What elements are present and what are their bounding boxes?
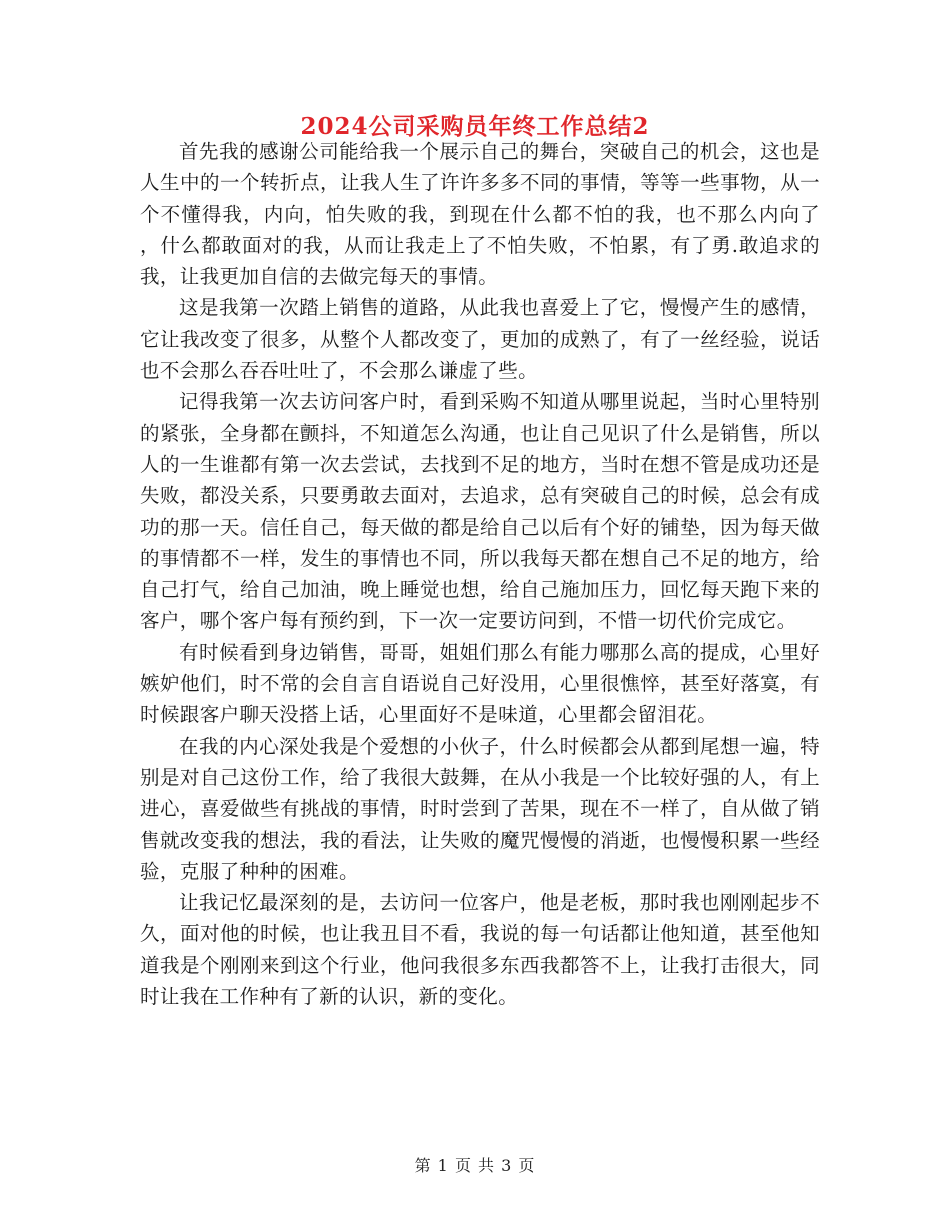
document-body xyxy=(140,136,820,1012)
paragraph: 记得我第一次去访问客户时，看到采购不知道从哪里说起，当时心里特别的紧张，全身都在颤抖，不知道怎么沟通，也让自己见识了什么是销售，所以人的一生谁都有第一次去尝试，去找到不足的地方，当时在想不管是成功还是失败，都没关系，只要勇敢去面对，去追求，总有突破自己的时候，总会有成功的那一天。信任自己，每天做的都是给自己以后有个好的铺垫，因为每天做的事情都不一样，发生的事情也不同，所以我每天都在想自己不足的地方，给自己打气，给自己加油，晚上睡觉也想，给自己施加压力，回忆每天跑下来的客户，哪个客户每有预约到，下一次一定要访问到，不惜一切代价完成它。 xyxy=(140,390,820,633)
paragraph: 让我记忆最深刻的是，去访问一位客户，他是老板，那时我也刚刚起步不久，面对他的时候，也让我丑目不看，我说的每一句话都让他知道，甚至他知道我是个刚刚来到这个行业，他问我很多东西我都答不上，让我打击很大，同时让我在工作种有了新的认识，新的变化。 xyxy=(140,891,820,1009)
paragraph: 首先我的感谢公司能给我一个展示自己的舞台，突破自己的机会，这也是人生中的一个转折点，让我人生了许许多多不同的事情，等等一些事物，从一个不懂得我，内向，怕失败的我，到现在什么都不怕的我，也不那么内向了 ，什么都敢面对的我，从而让我走上了不怕失败，不怕累，有了勇.敢追求的我，让我更加自信的去做完每天的事情。 xyxy=(140,140,820,289)
paragraph: 这是我第一次踏上销售的道路，从此我也喜爱上了它，慢慢产生的感情，它让我改变了很多，从整个人都改变了，更加的成熟了，有了一丝经验，说话也不会那么吞吞吐吐了，不会那么谦虚了些。 xyxy=(140,296,820,383)
paragraph: 有时候看到身边销售，哥哥，姐姐们那么有能力哪那么高的提成，心里好嫉妒他们，时不常的会自言自语说自己好没用，心里很憔悴，甚至好落寞，有时候跟客户聊天没搭上话，心里面好不是味道，心里都会留泪花。 xyxy=(140,640,820,727)
document-title: 2024公司采购员年终工作总结2 xyxy=(300,113,650,140)
page-footer: 第 1 页 共 3 页 xyxy=(414,1156,536,1175)
paragraph: 在我的内心深处我是个爱想的小伙子，什么时候都会从都到尾想一遍，特别是对自己这份工作，给了我很大鼓舞，在从小我是一个比较好强的人，有上进心，喜爱做些有挑战的事情，时时尝到了苦果，现在不一样了，自从做了销售就改变我的想法，我的看法，让失败的魔咒慢慢的消逝，也慢慢积累一些经验，克服了种种的困难。 xyxy=(140,734,820,883)
